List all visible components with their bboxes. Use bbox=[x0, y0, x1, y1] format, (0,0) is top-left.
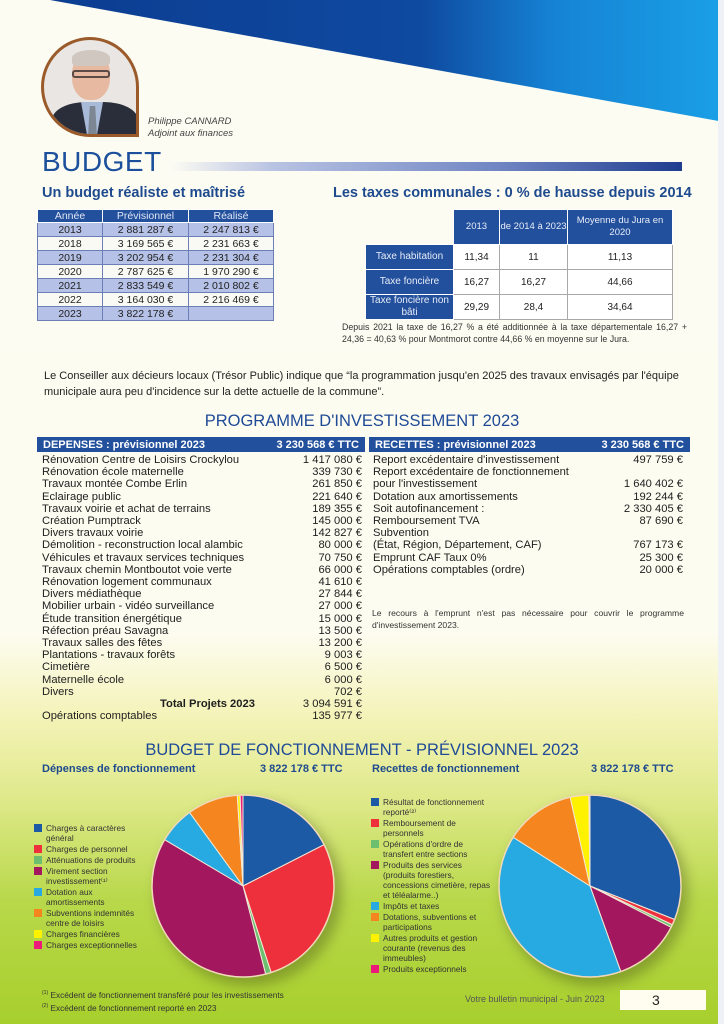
recettes-list bbox=[373, 454, 683, 576]
row-header: Taxe foncière bbox=[366, 270, 454, 295]
item-amount: 145 000 € bbox=[312, 515, 362, 528]
list-item bbox=[42, 491, 362, 503]
recettes-fonc-total: 3 822 178 € TTC bbox=[591, 763, 674, 775]
item-amount: 66 000 € bbox=[318, 563, 362, 576]
list-item bbox=[42, 588, 362, 600]
legend-label: Virement section investissement⁽¹⁾ bbox=[46, 866, 108, 886]
item-amount: 339 730 € bbox=[312, 466, 362, 479]
legend-item bbox=[34, 823, 144, 843]
list-item bbox=[373, 478, 683, 490]
item-label: Rénovation logement communaux bbox=[42, 576, 212, 589]
table-cell: 28,4 bbox=[500, 295, 568, 320]
table-cell: 2 881 287 € bbox=[103, 223, 189, 237]
recettes-header bbox=[369, 437, 690, 452]
footnote-1 bbox=[42, 988, 284, 1001]
item-amount: 20 000 € bbox=[639, 563, 683, 576]
item-amount: 13 200 € bbox=[318, 637, 362, 650]
legend-label: Atténuations de produits bbox=[46, 855, 136, 865]
footnote-text: Excédent de fonctionnement transféré pour les investissements bbox=[50, 989, 284, 1000]
recettes-label: RECETTES : prévisionnel 2023 bbox=[375, 438, 536, 451]
page-edge bbox=[718, 0, 724, 1024]
item-amount: 9 003 € bbox=[324, 649, 362, 662]
table-row bbox=[38, 293, 274, 307]
table-row bbox=[38, 265, 274, 279]
list-item bbox=[373, 491, 683, 503]
item-amount: 27 844 € bbox=[318, 588, 362, 601]
table-cell: 2013 bbox=[38, 223, 103, 237]
item-label: Rénovation école maternelle bbox=[42, 466, 184, 479]
item-amount: 1 640 402 € bbox=[623, 478, 683, 491]
table-cell: 2023 bbox=[38, 307, 103, 321]
table-cell: 2 231 304 € bbox=[189, 251, 274, 265]
legend-label: Produits des services (produits forestiers, concessions cimetière, repas et téléalarme..) bbox=[383, 860, 490, 900]
portrait-photo bbox=[41, 37, 139, 137]
table-cell: 2 833 549 € bbox=[103, 279, 189, 293]
legend-swatch bbox=[34, 909, 42, 917]
legend-item bbox=[371, 839, 491, 859]
recettes-fonc-label: Recettes de fonctionnement bbox=[372, 763, 520, 775]
legend-swatch bbox=[371, 840, 379, 848]
legend-label: Charges de personnel bbox=[46, 844, 128, 854]
item-label: Travaux chemin Montboutot voie verte bbox=[42, 563, 232, 576]
legend-label: Charges exceptionnelles bbox=[46, 940, 137, 950]
table-cell: 2020 bbox=[38, 265, 103, 279]
table-cell: 11,13 bbox=[568, 245, 673, 270]
legend-label: Produits exceptionnels bbox=[383, 964, 467, 974]
item-amount: 6 500 € bbox=[324, 661, 362, 674]
item-label: Dotation aux amortissements bbox=[373, 490, 518, 503]
item-label: Report excédentaire de fonctionnement bbox=[373, 466, 569, 479]
list-item bbox=[42, 515, 362, 527]
fonctionnement-title: BUDGET DE FONCTIONNEMENT - PRÉVISIONNEL 2023 bbox=[145, 741, 579, 759]
legend-swatch bbox=[34, 941, 42, 949]
table-cell: 11,34 bbox=[454, 245, 500, 270]
depenses-total: 3 230 568 € TTC bbox=[276, 438, 359, 451]
row-header: Taxe foncière non bâti bbox=[366, 295, 454, 320]
depenses-label: DEPENSES : prévisionnel 2023 bbox=[43, 438, 206, 451]
list-item bbox=[42, 552, 362, 564]
list-item bbox=[42, 600, 362, 612]
legend-item bbox=[34, 929, 144, 939]
table-row bbox=[38, 279, 274, 293]
legend-swatch bbox=[371, 913, 379, 921]
item-label: Réfection préau Savagna bbox=[42, 624, 169, 637]
legend-item bbox=[371, 933, 491, 963]
legend-swatch bbox=[371, 819, 379, 827]
item-amount: 3 094 591 € bbox=[302, 698, 362, 711]
item-amount: 13 500 € bbox=[318, 624, 362, 637]
legend-swatch bbox=[34, 867, 42, 875]
list-item bbox=[42, 466, 362, 478]
item-label: Eclairage public bbox=[42, 490, 121, 503]
item-label: Subvention bbox=[373, 527, 429, 540]
list-item bbox=[42, 661, 362, 673]
legend-swatch bbox=[371, 798, 379, 806]
list-item bbox=[42, 698, 362, 710]
legend-swatch bbox=[371, 861, 379, 869]
item-amount: 189 355 € bbox=[312, 502, 362, 515]
list-item bbox=[373, 503, 683, 515]
legend-item bbox=[371, 818, 491, 838]
legend-label: Subventions indemnités centre de loisirs bbox=[46, 908, 135, 928]
item-amount: 497 759 € bbox=[633, 454, 683, 466]
item-label: Plantations - travaux forêts bbox=[42, 649, 176, 662]
list-item bbox=[373, 552, 683, 564]
row-header: Taxe habitation bbox=[366, 245, 454, 270]
col-header: 2013 bbox=[454, 210, 500, 245]
footnote-mark: (1) bbox=[42, 990, 49, 996]
list-item bbox=[42, 478, 362, 490]
item-label: pour l'investissement bbox=[373, 478, 478, 491]
item-amount: 1 417 080 € bbox=[302, 454, 362, 466]
budget-heading: Un budget réaliste et maîtrisé bbox=[42, 185, 246, 201]
list-item bbox=[42, 564, 362, 576]
table-cell: 29,29 bbox=[454, 295, 500, 320]
item-label: Remboursement TVA bbox=[373, 515, 480, 528]
item-amount: 221 640 € bbox=[312, 490, 362, 503]
item-amount: 87 690 € bbox=[639, 515, 683, 528]
legend-label: Charges à caractères général bbox=[46, 823, 126, 843]
footnotes bbox=[42, 988, 284, 1014]
recettes-total: 3 230 568 € TTC bbox=[601, 438, 684, 451]
col-header: Année bbox=[38, 210, 103, 223]
legend-swatch bbox=[34, 824, 42, 832]
col-header: Moyenne du Jura en 2020 bbox=[568, 210, 673, 245]
table-cell: 1 970 290 € bbox=[189, 265, 274, 279]
legend-label: Opérations d'ordre de transfert entre sections bbox=[383, 839, 468, 859]
table-cell: 16,27 bbox=[454, 270, 500, 295]
page-number: 3 bbox=[620, 990, 706, 1010]
table-cell: 44,66 bbox=[568, 270, 673, 295]
legend-item bbox=[371, 797, 491, 817]
legend-swatch bbox=[34, 930, 42, 938]
item-amount: 25 300 € bbox=[639, 551, 683, 564]
legend-swatch bbox=[371, 902, 379, 910]
table-cell: 2019 bbox=[38, 251, 103, 265]
table-cell: 2 231 663 € bbox=[189, 237, 274, 251]
legend-swatch bbox=[34, 888, 42, 896]
table-cell: 2021 bbox=[38, 279, 103, 293]
item-amount: 702 € bbox=[334, 685, 362, 698]
item-amount: 70 750 € bbox=[318, 551, 362, 564]
item-label: Travaux voirie et achat de terrains bbox=[42, 502, 211, 515]
item-label: Travaux montée Combe Erlin bbox=[42, 478, 188, 491]
item-amount: 27 000 € bbox=[318, 600, 362, 613]
item-label: Soit autofinancement : bbox=[373, 502, 485, 515]
budget-table bbox=[37, 209, 274, 321]
list-item bbox=[42, 503, 362, 515]
legend-item bbox=[34, 866, 144, 886]
list-item bbox=[42, 539, 362, 551]
depenses-legend bbox=[34, 823, 144, 951]
list-item bbox=[42, 454, 362, 466]
item-amount: 767 173 € bbox=[633, 539, 683, 552]
item-label: Opérations comptables bbox=[42, 710, 158, 723]
list-item bbox=[373, 527, 683, 539]
col-header: Prévisionnel bbox=[103, 210, 189, 223]
item-label: Mobilier urbain - vidéo surveillance bbox=[42, 600, 215, 613]
item-label: Opérations comptables (ordre) bbox=[373, 563, 525, 576]
item-amount: 6 000 € bbox=[324, 673, 362, 686]
table-row bbox=[38, 251, 274, 265]
depenses-pie-chart bbox=[150, 793, 336, 979]
list-item bbox=[42, 637, 362, 649]
list-item bbox=[42, 686, 362, 698]
item-amount: 261 850 € bbox=[312, 478, 362, 491]
table-cell: 3 164 030 € bbox=[103, 293, 189, 307]
legend-label: Autres produits et gestion courante (revenus des immeubles) bbox=[383, 933, 478, 963]
list-item bbox=[373, 466, 683, 478]
person-role: Adjoint aux finances bbox=[148, 128, 234, 139]
item-amount: 80 000 € bbox=[318, 539, 362, 552]
legend-item bbox=[371, 964, 491, 974]
list-item bbox=[42, 710, 362, 722]
list-item bbox=[42, 613, 362, 625]
item-label: Travaux salles des fêtes bbox=[42, 637, 163, 650]
list-item bbox=[373, 454, 683, 466]
legend-item bbox=[34, 855, 144, 865]
item-label: Démolition - reconstruction local alambic bbox=[42, 539, 243, 552]
item-label: Report excédentaire d'investissement bbox=[373, 454, 560, 466]
recettes-pie-chart bbox=[497, 793, 683, 979]
person-name: Philippe CANNARD bbox=[148, 116, 232, 127]
depenses-fonc-label: Dépenses de fonctionnement bbox=[42, 763, 196, 775]
item-label: Création Pumptrack bbox=[42, 515, 141, 528]
table-cell: 2 247 813 € bbox=[189, 223, 274, 237]
table-row bbox=[38, 223, 274, 237]
legend-label: Impôts et taxes bbox=[383, 901, 440, 911]
item-label: Total Projets 2023 bbox=[160, 698, 255, 711]
legend-item bbox=[34, 844, 144, 854]
legend-item bbox=[34, 940, 144, 950]
depenses-header bbox=[37, 437, 365, 452]
legend-item bbox=[371, 901, 491, 911]
table-cell bbox=[189, 307, 274, 321]
table-cell: 2018 bbox=[38, 237, 103, 251]
item-amount: 2 330 405 € bbox=[623, 502, 683, 515]
col-header: Réalisé bbox=[189, 210, 274, 223]
list-item bbox=[42, 649, 362, 661]
footnote-mark: (2) bbox=[42, 1002, 49, 1009]
footnote-2 bbox=[42, 1001, 284, 1014]
item-label: Cimetière bbox=[42, 661, 90, 674]
title-underline-bar bbox=[170, 162, 682, 171]
tax-heading: Les taxes communales : 0 % de hausse depuis 2014 bbox=[333, 185, 692, 201]
table-row bbox=[38, 237, 274, 251]
list-item bbox=[373, 564, 683, 576]
table-cell: 2022 bbox=[38, 293, 103, 307]
item-amount: 192 244 € bbox=[633, 490, 683, 503]
table-row bbox=[38, 307, 274, 321]
item-label: (État, Région, Département, CAF) bbox=[373, 539, 542, 552]
item-amount: 41 610 € bbox=[318, 576, 362, 589]
treasury-quote: Le Conseiller aux décieurs locaux (Trésor Public) indique que “la programmation jusqu'en 2025 des travaux envisagés par l'équipe municipale aura peu d'incidence sur la dette actuelle de la commune”. bbox=[44, 370, 679, 398]
table-cell: 2 010 802 € bbox=[189, 279, 274, 293]
table-cell: 2 787 625 € bbox=[103, 265, 189, 279]
legend-label: Charges financières bbox=[46, 929, 120, 939]
legend-swatch bbox=[34, 856, 42, 864]
list-item bbox=[373, 515, 683, 527]
col-header: de 2014 à 2023 bbox=[500, 210, 568, 245]
legend-label: Dotation aux amortissements bbox=[46, 887, 105, 907]
table-cell: 3 169 565 € bbox=[103, 237, 189, 251]
item-label: Véhicules et travaux services techniques bbox=[42, 551, 245, 564]
item-label: Rénovation Centre de Loisirs Crockylou bbox=[42, 454, 240, 466]
table-cell: 16,27 bbox=[500, 270, 568, 295]
item-label: Maternelle école bbox=[42, 673, 125, 686]
bulletin-label: Votre bulletin municipal - Juin 2023 bbox=[465, 994, 605, 1004]
legend-swatch bbox=[34, 845, 42, 853]
tax-table bbox=[365, 209, 673, 320]
legend-label: Résultat de fonctionnement reporté⁽²⁾ bbox=[383, 797, 485, 817]
investment-note: Le recours à l'emprunt n'est pas nécessaire pour couvrir le programme d'investissement 2023. bbox=[372, 608, 684, 630]
table-cell: 11 bbox=[500, 245, 568, 270]
item-amount: 135 977 € bbox=[312, 710, 362, 723]
recettes-legend bbox=[371, 797, 491, 975]
depenses-list bbox=[42, 454, 362, 722]
table-cell: 2 216 469 € bbox=[189, 293, 274, 307]
person-caption bbox=[148, 116, 233, 140]
legend-item bbox=[34, 887, 144, 907]
footnote-text: Excédent de fonctionnement reporté en 2023 bbox=[50, 1002, 217, 1013]
depenses-fonc-total: 3 822 178 € TTC bbox=[260, 763, 343, 775]
item-amount: 15 000 € bbox=[318, 612, 362, 625]
page-title: BUDGET bbox=[42, 146, 162, 177]
legend-label: Dotations, subventions et participations bbox=[383, 912, 477, 932]
table-cell: 3 202 954 € bbox=[103, 251, 189, 265]
blank-corner bbox=[366, 210, 454, 245]
investment-title: PROGRAMME D'INVESTISSEMENT 2023 bbox=[204, 412, 520, 430]
legend-swatch bbox=[371, 934, 379, 942]
table-row bbox=[366, 270, 673, 295]
item-label: Divers bbox=[42, 685, 74, 698]
table-row bbox=[366, 245, 673, 270]
legend-item bbox=[371, 860, 491, 900]
table-cell: 3 822 178 € bbox=[103, 307, 189, 321]
list-item bbox=[42, 527, 362, 539]
table-row bbox=[366, 295, 673, 320]
legend-label: Remboursement de personnels bbox=[383, 818, 456, 838]
item-label: Divers médiathèque bbox=[42, 588, 142, 601]
list-item bbox=[373, 539, 683, 551]
item-label: Divers travaux voirie bbox=[42, 527, 144, 540]
list-item bbox=[42, 576, 362, 588]
table-cell: 34,64 bbox=[568, 295, 673, 320]
item-amount: 142 827 € bbox=[312, 527, 362, 540]
item-label: Étude transition énergétique bbox=[42, 612, 182, 625]
list-item bbox=[42, 625, 362, 637]
legend-item bbox=[371, 912, 491, 932]
tax-note: Depuis 2021 la taxe de 16,27 % a été additionnée à la taxe départementale 16,27 + 24,36 = 40,63 % pour Montmorot contre 44,66 % en moyenne sur le Jura. bbox=[342, 322, 687, 344]
legend-item bbox=[34, 908, 144, 928]
legend-swatch bbox=[371, 965, 379, 973]
item-label: Emprunt CAF Taux 0% bbox=[373, 551, 487, 564]
list-item bbox=[42, 674, 362, 686]
